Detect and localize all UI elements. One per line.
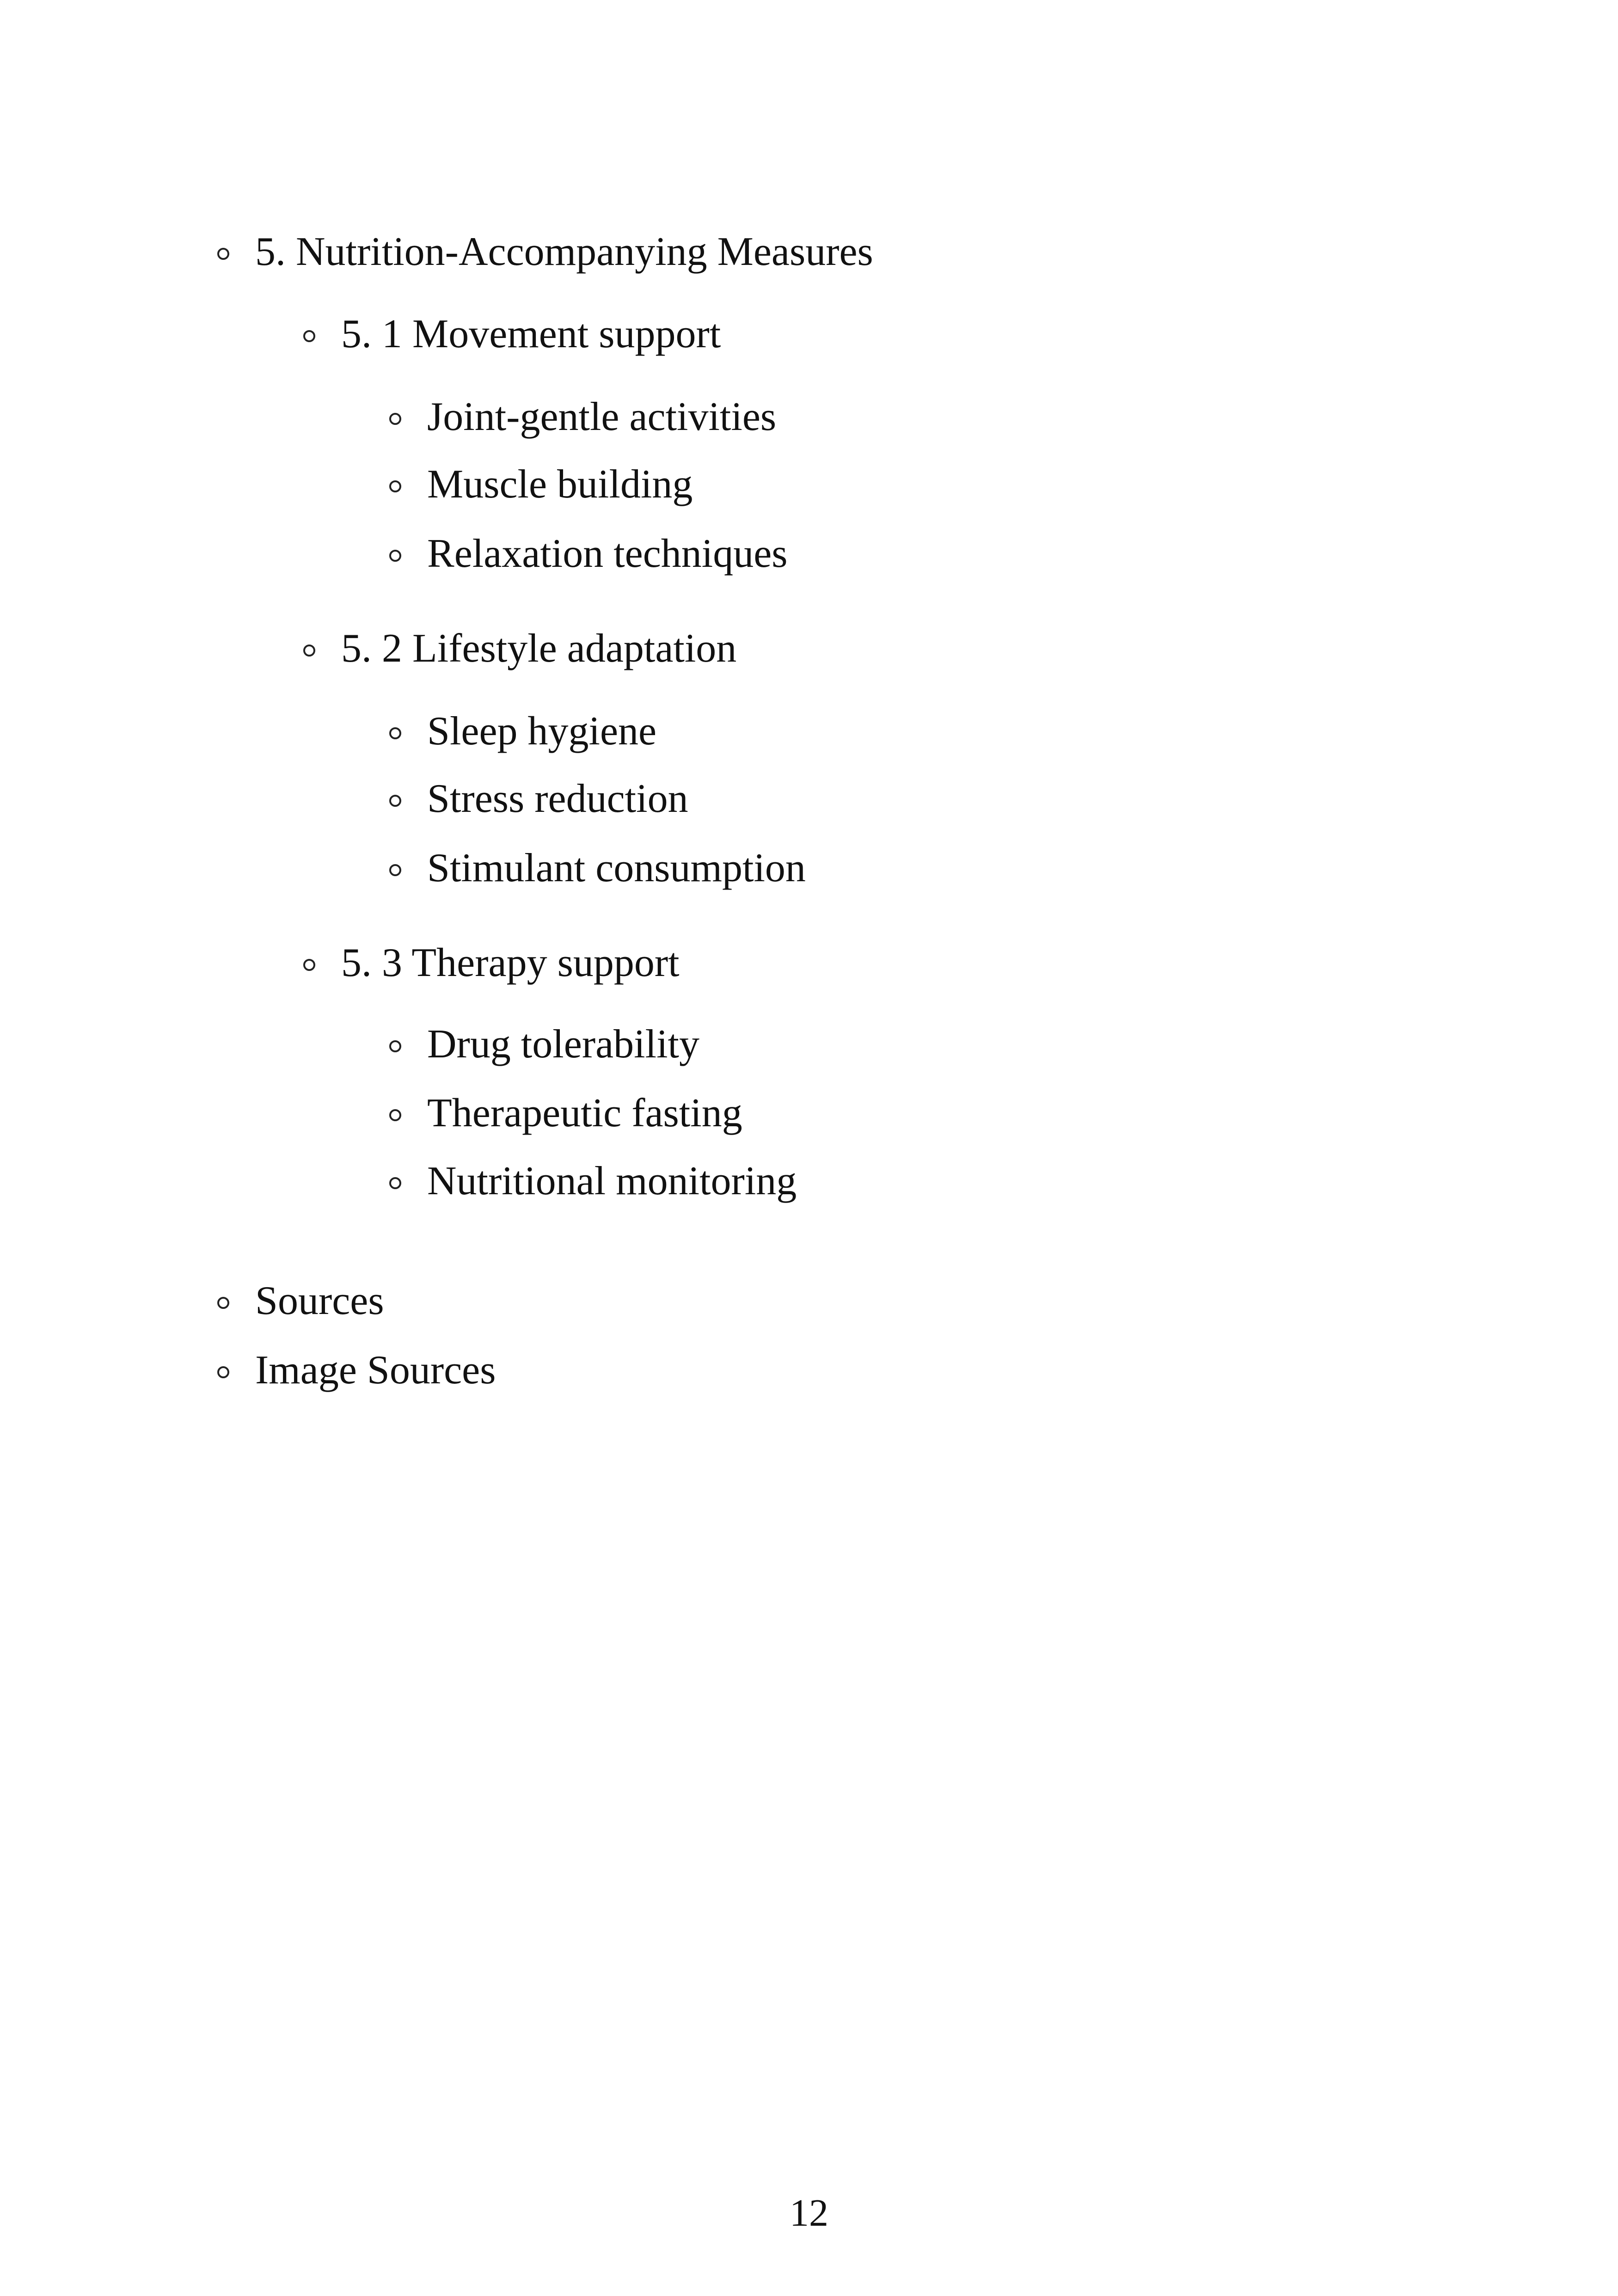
hollow-circle-bullet-icon xyxy=(389,727,401,739)
toc-item-label: Stimulant consumption xyxy=(427,846,806,890)
hollow-circle-bullet-icon xyxy=(303,645,315,657)
toc-item-label: 5. 2 Lifestyle adaptation xyxy=(341,626,737,671)
hollow-circle-bullet-icon xyxy=(303,959,315,971)
hollow-circle-bullet-icon xyxy=(389,480,401,492)
hollow-circle-bullet-icon xyxy=(389,413,401,425)
hollow-circle-bullet-icon xyxy=(389,795,401,807)
hollow-circle-bullet-icon xyxy=(389,1040,401,1052)
toc-item-label: Image Sources xyxy=(255,1348,496,1393)
toc-item-label: Therapeutic fasting xyxy=(427,1091,742,1136)
hollow-circle-bullet-icon xyxy=(303,330,315,342)
hollow-circle-bullet-icon xyxy=(217,248,229,260)
hollow-circle-bullet-icon xyxy=(389,550,401,562)
hollow-circle-bullet-icon xyxy=(389,864,401,876)
toc-item-label: Muscle building xyxy=(427,462,693,507)
toc-item-label: Nutritional monitoring xyxy=(427,1159,797,1203)
toc-item-label: 5. 1 Movement support xyxy=(341,312,721,356)
toc-item-label: 5. Nutrition-Accompanying Measures xyxy=(255,229,873,274)
hollow-circle-bullet-icon xyxy=(217,1297,229,1309)
toc-item-label: 5. 3 Therapy support xyxy=(341,940,680,985)
hollow-circle-bullet-icon xyxy=(389,1109,401,1121)
toc-item-label: Relaxation techniques xyxy=(427,531,788,576)
toc-item-label: Sources xyxy=(255,1278,384,1323)
hollow-circle-bullet-icon xyxy=(217,1366,229,1378)
toc-item-label: Joint-gentle activities xyxy=(427,394,777,439)
hollow-circle-bullet-icon xyxy=(389,1177,401,1189)
page-number: 12 xyxy=(790,2192,828,2235)
toc-item-label: Drug tolerability xyxy=(427,1022,699,1067)
toc-item-label: Sleep hygiene xyxy=(427,709,657,754)
toc-item-label: Stress reduction xyxy=(427,776,688,821)
